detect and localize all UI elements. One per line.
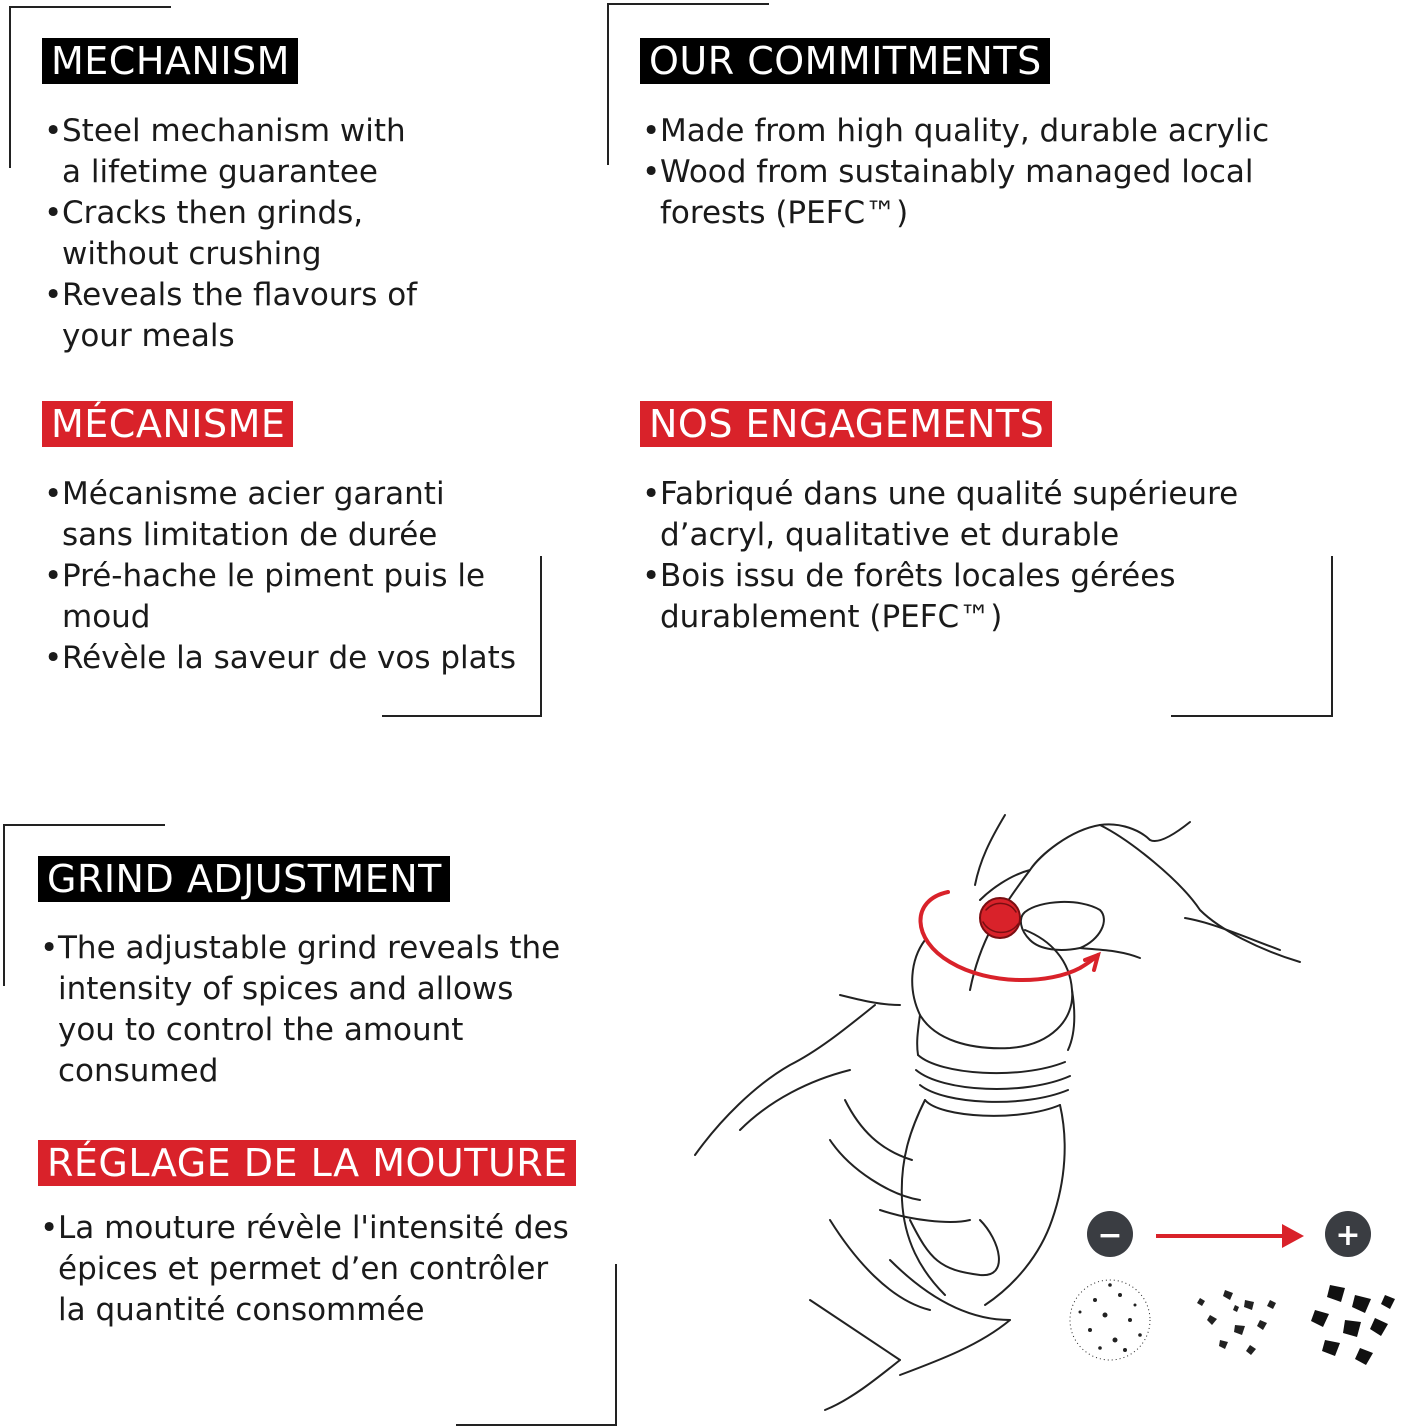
bullet-text-line: d’acryl, qualitative et durable	[660, 517, 1120, 553]
commitments-fr-list	[642, 474, 1342, 638]
bullet-text-line: • Bois issu de forêts locales gérées	[660, 558, 1176, 594]
bullet-text-line: • La mouture révèle l'intensité des	[58, 1210, 569, 1246]
mechanism-fr-list	[44, 474, 564, 679]
commitments-en-heading: OUR COMMITMENTS	[640, 38, 1050, 84]
bullet-text-line: your meals	[62, 318, 235, 354]
commitments-fr-bullet-item	[642, 474, 1342, 556]
bullet-text-line: forests (PEFC™)	[660, 195, 909, 231]
rotation-arrow-icon	[920, 892, 1098, 980]
hand-grinder-illustration-icon	[680, 800, 1400, 1420]
bullet-text-line: • Steel mechanism with	[62, 113, 406, 149]
bullet-text-line: • Made from high quality, durable acrylic	[660, 113, 1270, 149]
direction-arrow-icon	[1156, 1224, 1304, 1248]
commitments-en-bullet-item	[642, 152, 1342, 234]
minus-symbol: −	[1097, 1218, 1123, 1253]
bullet-text-line: • The adjustable grind reveals the	[58, 930, 561, 966]
fine-grind-sample-icon	[1070, 1280, 1150, 1360]
mechanism-en-bullet-item	[44, 193, 564, 275]
grind-fr-list	[40, 1208, 640, 1331]
bullet-text-line: la quantité consommée	[58, 1292, 425, 1328]
bullet-text-line: a lifetime guarantee	[62, 154, 378, 190]
bullet-text-line: moud	[62, 599, 151, 635]
mechanism-fr-bullet-item	[44, 474, 564, 556]
coarse-grind-sample-icon	[1311, 1285, 1395, 1365]
bullet-text-line: • Fabriqué dans une qualité supérieure	[660, 476, 1239, 512]
mechanism-en-bullet-item	[44, 111, 564, 193]
medium-grind-sample-icon	[1197, 1290, 1276, 1355]
commitments-en-list	[642, 111, 1342, 234]
bullet-text-line: sans limitation de durée	[62, 517, 438, 553]
grind-fr-heading: RÉGLAGE DE LA MOUTURE	[38, 1140, 576, 1186]
bullet-text-line: intensity of spices and allows	[58, 971, 514, 1007]
mechanism-fr-bullet-item	[44, 638, 564, 679]
mechanism-en-list	[44, 111, 564, 357]
commitments-fr-heading: NOS ENGAGEMENTS	[640, 401, 1052, 447]
bullet-text-line: • Révèle la saveur de vos plats	[62, 640, 516, 676]
grind-fr-bullet-item	[40, 1208, 640, 1331]
mechanism-en-heading: MECHANISM	[42, 38, 298, 84]
mechanism-fr-bullet-item	[44, 556, 564, 638]
bullet-text-line: • Pré-hache le piment puis le	[62, 558, 486, 594]
commitments-en-bullet-item	[642, 111, 1342, 152]
grind-en-list	[40, 928, 640, 1092]
bullet-text-line: • Mécanisme acier garanti	[62, 476, 445, 512]
bullet-text-line: without crushing	[62, 236, 322, 272]
mechanism-en-bullet-item	[44, 275, 564, 357]
bullet-text-line: you to control the amount	[58, 1012, 464, 1048]
bullet-text-line: • Wood from sustainably managed local	[660, 154, 1254, 190]
bullet-text-line: • Cracks then grinds,	[62, 195, 364, 231]
bullet-text-line: • Reveals the flavours of	[62, 277, 418, 313]
grind-en-heading: GRIND ADJUSTMENT	[38, 856, 450, 902]
bullet-text-line: épices et permet d’en contrôler	[58, 1251, 549, 1287]
grind-en-bullet-item	[40, 928, 640, 1092]
bullet-text-line: consumed	[58, 1053, 219, 1089]
plus-symbol: +	[1335, 1218, 1361, 1253]
mechanism-fr-heading: MÉCANISME	[42, 401, 293, 447]
commitments-fr-bullet-item	[642, 556, 1342, 638]
bullet-text-line: durablement (PEFC™)	[660, 599, 1003, 635]
